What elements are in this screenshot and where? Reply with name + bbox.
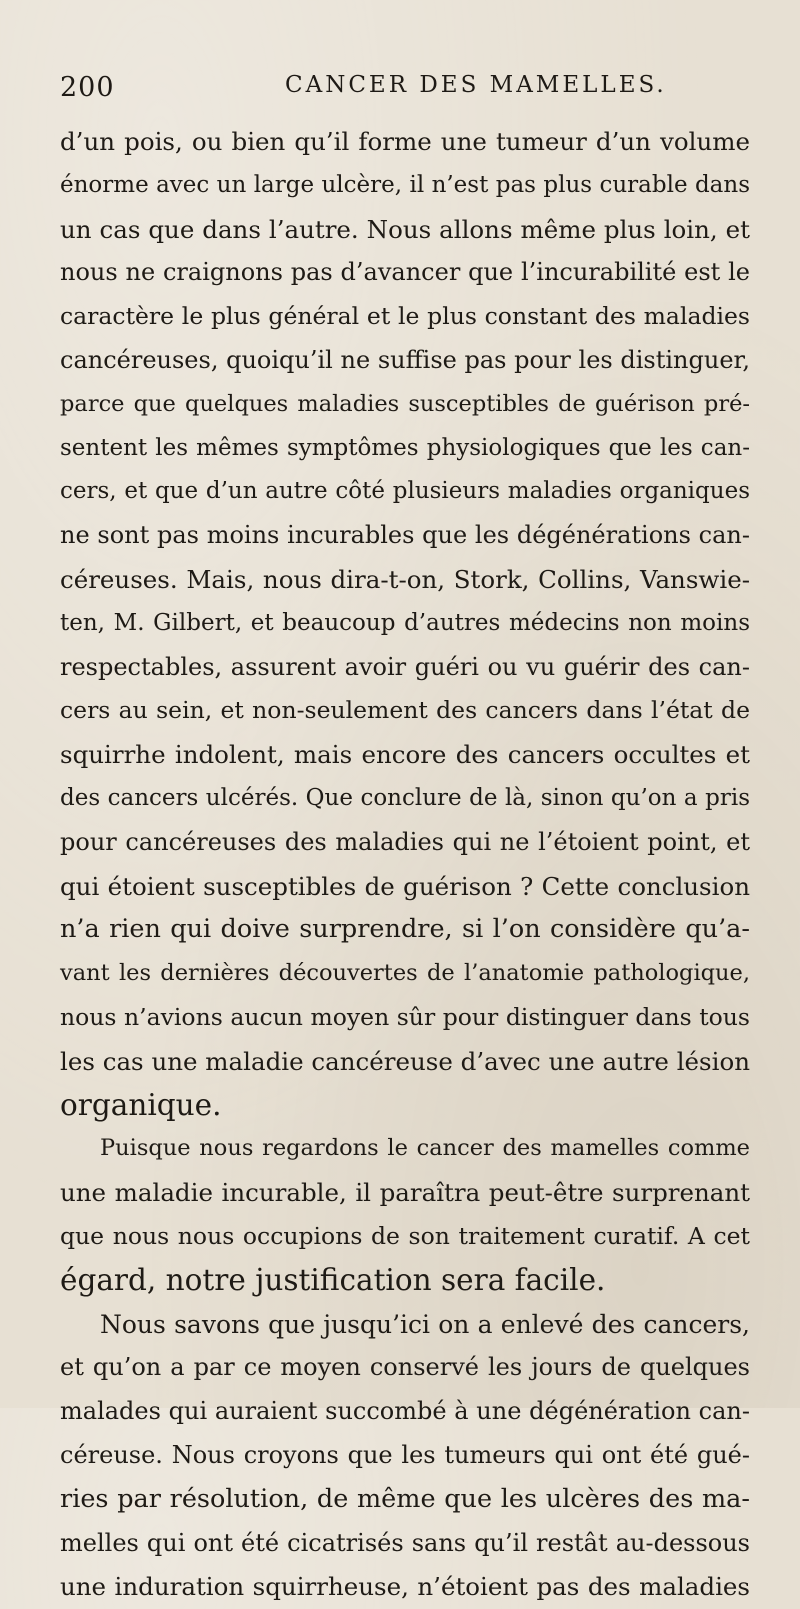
text-line: pour cancéreuses des maladies qui ne l’étoient point, et bbox=[60, 827, 750, 856]
text-line: une induration squirrheuse, n’étoient pas des maladies bbox=[60, 1572, 750, 1602]
paragraph-end-line: égard, notre justification sera facile. bbox=[60, 1262, 606, 1297]
text-line: que nous nous occupions de son traitement curatif. A cet bbox=[60, 1221, 750, 1250]
text-line: énorme avec un large ulcère, il n’est pas plus curable dans bbox=[60, 171, 750, 198]
paragraph-start-line: Nous savons que jusqu’ici on a enlevé des cancers, bbox=[100, 1309, 750, 1339]
text-line: squirrhe indolent, mais encore des cancers occultes et bbox=[60, 740, 750, 770]
text-line: nous n’avions aucun moyen sûr pour distinguer dans tous bbox=[60, 1002, 750, 1031]
text-line: cancéreuses, quoiqu’il ne suffise pas pour les distinguer, bbox=[60, 345, 750, 374]
running-head bbox=[60, 66, 750, 106]
text-line: une maladie incurable, il paraîtra peut-être surprenant bbox=[60, 1178, 750, 1208]
text-line: des cancers ulcérés. Que conclure de là, sinon qu’on a pris bbox=[60, 784, 750, 811]
text-line: ne sont pas moins incurables que les dégénérations can- bbox=[60, 521, 750, 550]
text-line: caractère le plus général et le plus constant des maladies bbox=[60, 302, 750, 331]
paragraph-start-line: Puisque nous regardons le cancer des mamelles comme bbox=[100, 1135, 750, 1162]
text-line: d’un pois, ou bien qu’il forme une tumeur d’un volume bbox=[60, 127, 750, 156]
text-line: cers, et que d’un autre côté plusieurs maladies organiques bbox=[60, 478, 750, 505]
text-line: malades qui auraient succombé à une dégénération can- bbox=[60, 1397, 750, 1426]
text-line: ten, M. Gilbert, et beaucoup d’autres médecins non moins bbox=[60, 609, 750, 636]
page-number: 200 bbox=[60, 72, 115, 103]
text-line: cers au sein, et non-seulement des cancers dans l’état de bbox=[60, 696, 750, 725]
text-line: respectables, assurent avoir guéri ou vu guérir des can- bbox=[60, 652, 750, 681]
text-line: parce que quelques maladies susceptibles de guérison pré- bbox=[60, 390, 750, 417]
text-line: n’a rien qui doive surprendre, si l’on considère qu’a- bbox=[60, 914, 750, 945]
text-line: et qu’on a par ce moyen conservé les jours de quelques bbox=[60, 1353, 750, 1382]
text-line: ries par résolution, de même que les ulcères des ma- bbox=[60, 1483, 750, 1514]
text-line: les cas une maladie cancéreuse d’avec une autre lésion bbox=[60, 1046, 750, 1076]
paragraph-end-line: organique. bbox=[60, 1087, 222, 1122]
text-line: qui étoient susceptibles de guérison ? Cette conclusion bbox=[60, 871, 750, 901]
text-line: vant les dernières découvertes de l’anatomie pathologique, bbox=[60, 960, 750, 987]
body-text bbox=[60, 120, 750, 1609]
text-line: sentent les mêmes symptômes physiologiques que les can- bbox=[60, 434, 750, 461]
text-line: céreuse. Nous croyons que les tumeurs qui ont été gué- bbox=[60, 1440, 750, 1469]
text-line: melles qui ont été cicatrisés sans qu’il restât au-dessous bbox=[60, 1528, 750, 1557]
text-line: céreuses. Mais, nous dira-t-on, Stork, Collins, Vanswie- bbox=[60, 564, 750, 594]
running-title: CANCER DES MAMELLES. bbox=[285, 72, 667, 98]
text-line: un cas que dans l’autre. Nous allons même plus loin, et bbox=[60, 214, 750, 244]
text-line: nous ne craignons pas d’avancer que l’incurabilité est le bbox=[60, 258, 750, 287]
